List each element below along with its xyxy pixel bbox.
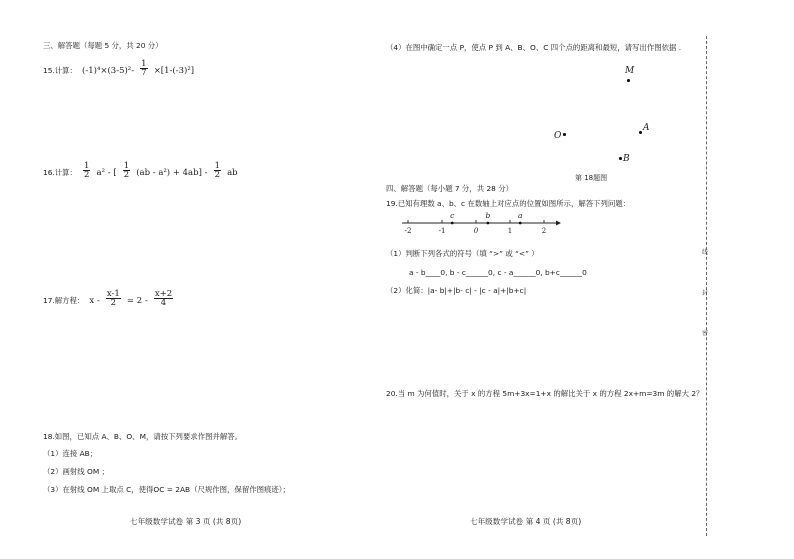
page-4-footer: 七年级数学试卷 第 4 页 (共 8页)	[470, 517, 582, 526]
question-15	[43, 58, 194, 77]
question-20: 20.当 m 为何值时，关于 x 的方程 5m+3x=1+x 的解比关于 x 的方程 2x+m=3m 的解大 2？	[386, 389, 704, 398]
q15-fraction: $\frac{1}{7}$	[141, 59, 147, 78]
point-o-label: O	[554, 131, 562, 141]
tick-label: 2	[541, 227, 547, 235]
q19-part-2: （2）化简：|a- b|+|b- c| - |c - a|+|b+c|	[386, 286, 527, 295]
q16-fraction-3: $\frac{1}{2}$	[214, 161, 220, 180]
q16-fraction-1: $\frac{1}{2}$	[84, 161, 90, 180]
figure-18	[540, 60, 660, 180]
section3-title: 三、解答题（每题 5 分，共 20 分）	[43, 41, 163, 50]
q18-intro: 18.如图，已知点 A、B、O、M，请按下列要求作图并解答。	[43, 432, 243, 441]
point-b-label: B	[623, 154, 630, 164]
point-label-b: b	[485, 211, 491, 220]
binding-mark-3: 密	[702, 330, 709, 337]
q19-part-1: （1）判断下列各式的符号（填 “>” 或 “<” ）	[386, 249, 539, 258]
q16-fraction-2: $\frac{1}{2}$	[123, 161, 130, 180]
section4-title: 四、解答题（每小题 7 分，共 28 分）	[386, 184, 513, 193]
binding-mark-1: 线	[702, 249, 709, 256]
q18-step-1: （1）连接 AB；	[43, 449, 98, 458]
q17-mid: = 2 -	[126, 296, 148, 306]
tick-label: -1	[438, 227, 446, 235]
q19-part-1-items: a - b____0, b - c______0, c - a______0, b+c______0	[409, 268, 587, 277]
point-a-label: A	[643, 123, 650, 133]
point-m-label: M	[625, 66, 635, 76]
q17-label: 17.解方程：	[43, 296, 85, 305]
q17-fraction-1: $\frac{x-1}{2}$	[106, 289, 120, 308]
q19-intro: 19.已知有理数 a、b、c 在数轴上对应点的位置如图所示，解答下列问题：	[386, 199, 631, 208]
q17-x: x -	[89, 296, 100, 306]
q15-label: 15.计算：	[43, 66, 77, 75]
figure-18-caption: 第 18题图	[575, 174, 608, 182]
q16-part-2: (ab - a²) + 4ab] -	[136, 168, 208, 178]
q15-expr-tail: ×[1-(-3)²]	[153, 66, 195, 76]
question-17	[43, 288, 174, 307]
page-3-footer: 七年级数学试卷 第 3 页 (共 8页)	[130, 517, 242, 526]
point-o	[563, 133, 566, 136]
q16-label: 16.计算：	[43, 168, 77, 177]
question-16	[43, 160, 238, 179]
q18-step-2: （2）画射线 OM ；	[43, 467, 109, 476]
q16-part-3: ab	[227, 168, 238, 178]
q18-step-3: （3）在射线 OM 上取点 C，使得OC = 2AB（尺规作图，保留作图痕迹）；	[43, 485, 290, 494]
number-line-labels	[398, 210, 563, 240]
q15-expr: (-1)⁴×(3-5)²-	[82, 66, 135, 76]
point-b	[619, 157, 622, 160]
binding-dashed-line	[706, 36, 707, 536]
point-a	[639, 131, 642, 134]
point-label-c: c	[450, 211, 455, 220]
point-label-a: a	[517, 211, 523, 220]
point-m	[627, 79, 630, 82]
tick-label: 1	[507, 227, 513, 235]
q16-part-1: a² - [	[96, 168, 117, 178]
q18-step-4: （4）在图中确定一点 P，使点 P 到 A、B、O、C 四个点的距离和最短，请写出作图依据 .	[386, 43, 682, 52]
tick-label: 0	[473, 227, 479, 235]
tick-label: -2	[404, 227, 412, 235]
q17-fraction-2: $\frac{x+2}{4}$	[154, 289, 173, 308]
binding-mark-2: 封	[702, 290, 709, 297]
